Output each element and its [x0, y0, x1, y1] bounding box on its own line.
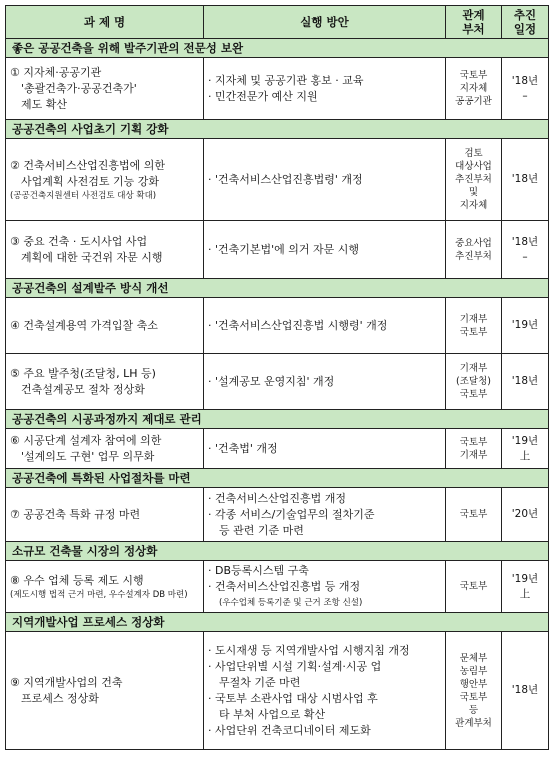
cell-text-line: 국토부: [459, 70, 488, 81]
section-title: 소규모 건축물 시장의 정상화: [6, 542, 549, 561]
cell-text-line: '19년: [511, 319, 539, 331]
table-header-row: [6, 6, 549, 39]
cell-text-line: · 건축서비스산업진흥법 등 개정: [208, 579, 361, 593]
cell-text-line: 공공기관: [455, 96, 492, 107]
table-row: [6, 429, 549, 469]
table-row: [6, 488, 549, 542]
cell-text-line: ⑦ 공공건축 특화 규정 마련: [10, 507, 141, 521]
dept-cell: [446, 488, 502, 542]
task-cell: [6, 298, 204, 354]
schedule-cell: [502, 561, 549, 613]
cell-text-line: 국토부: [459, 581, 488, 592]
cell-text-line: ⑨ 지역개발사업의 건축: [10, 675, 123, 689]
cell-text-line: 등 관련 기준 마련: [219, 523, 304, 537]
task-cell: [6, 354, 204, 410]
plan-cell: [204, 221, 446, 279]
cell-text-line: 국토부: [459, 326, 488, 338]
cell-text-line: '설계의도 구현' 업무 의무화: [21, 449, 155, 463]
plan-cell: [204, 139, 446, 221]
cell-text-line: '18년: [511, 684, 539, 696]
cell-text-line: · '건축서비스산업진흥법령' 개정: [208, 172, 363, 186]
section-title: 공공건축의 설계발주 방식 개선: [6, 279, 549, 298]
cell-text-line: 지자체: [459, 83, 488, 94]
cell-text-line: ③ 중요 건축 · 도시사업 사업: [10, 234, 148, 248]
cell-text-line: 관계부처: [455, 717, 492, 729]
task-cell: [6, 429, 204, 469]
section-title: 지역개발사업 프로세스 정상화: [6, 613, 549, 632]
plan-cell: [204, 429, 446, 469]
plan-cell: [204, 58, 446, 120]
plan-cell: [204, 488, 446, 542]
section-title: 공공건축의 시공과정까지 제대로 관리: [6, 410, 549, 429]
cell-text-line: · 건축서비스산업진흥법 개정: [208, 491, 347, 505]
section-header-row: [6, 469, 549, 488]
section-header-row: [6, 542, 549, 561]
cell-text-line: · '건축기본법'에 의거 자문 시행: [208, 242, 360, 256]
dept-cell: [446, 298, 502, 354]
cell-text-line: 대상사업: [455, 161, 492, 172]
cell-text-line: · '건축법' 개정: [208, 441, 278, 455]
plan-cell: [204, 298, 446, 354]
cell-text-line: 등: [468, 704, 479, 716]
cell-text-line: 프로세스 정상화: [21, 691, 99, 705]
cell-text-line: · 사업단위별 시설 기획·설계·시공 업: [208, 659, 382, 673]
cell-text-line: 검토: [464, 148, 483, 159]
dept-cell: [446, 632, 502, 750]
schedule-cell: [502, 488, 549, 542]
cell-text-line: 추진부처: [455, 250, 492, 262]
section-title: 공공건축에 특화된 사업절차를 마련: [6, 469, 549, 488]
cell-text-line: '18년: [511, 74, 539, 87]
section-title: 좋은 공공건축을 위해 발주기관의 전문성 보완: [6, 39, 549, 58]
section-header-row: [6, 39, 549, 58]
cell-text-line: 지자체: [459, 200, 488, 211]
task-cell: [6, 632, 204, 750]
cell-text-line: ② 건축서비스산업진흥법에 의한: [10, 158, 165, 172]
cell-text-line: '18년: [511, 375, 539, 387]
cell-text-line: 건축설계공모 절차 정상화: [21, 382, 145, 396]
cell-text-line: 제도 확산: [21, 97, 68, 111]
cell-text-line: · 도시재생 등 지역개발사업 시행지침 개정: [208, 643, 410, 657]
cell-text-line: 계획에 대한 국건위 자문 시행: [21, 250, 163, 264]
cell-text-line: 上: [519, 449, 531, 462]
task-cell: [6, 561, 204, 613]
cell-text-line: '20년: [511, 508, 539, 520]
cell-text-line: 부처: [462, 22, 485, 36]
cell-text-line: 기재부: [459, 449, 488, 461]
cell-text-line: ⑥ 시공단계 설계자 참여에 의한: [10, 433, 162, 447]
cell-text-line: 국토부: [459, 509, 488, 520]
cell-text-line: 및: [468, 187, 479, 198]
cell-text-line: 上: [519, 587, 531, 600]
header-dept: [446, 6, 502, 39]
cell-text-line: 중요사업: [455, 237, 492, 249]
dept-cell: [446, 139, 502, 221]
cell-text-line: · 국토부 소관사업 대상 시범사업 후: [208, 691, 378, 705]
cell-text-line: · 사업단위 건축코디네이터 제도화: [208, 723, 371, 737]
dept-cell: [446, 561, 502, 613]
cell-text-line: –: [522, 250, 528, 263]
section-header-row: [6, 410, 549, 429]
task-cell: [6, 139, 204, 221]
dept-cell: [446, 221, 502, 279]
cell-text-line: ⑧ 우수 업체 등록 제도 시행: [10, 573, 144, 587]
cell-text-line: 무절차 기준 마련: [219, 675, 301, 689]
cell-text-line: 일정: [513, 22, 537, 36]
table-row: [6, 632, 549, 750]
task-cell: [6, 58, 204, 120]
dept-cell: [446, 354, 502, 410]
cell-text-line: '19년: [511, 434, 539, 447]
cell-text-line: · 지자체 및 공공기관 홍보 · 교육: [208, 73, 364, 87]
cell-text-line: · DB등록시스템 구축: [208, 563, 309, 577]
schedule-cell: [502, 354, 549, 410]
cell-text-line: –: [522, 89, 528, 102]
task-cell: [6, 221, 204, 279]
cell-text-line: 타 부처 사업으로 확산: [219, 707, 326, 721]
plan-cell: [204, 561, 446, 613]
cell-text-line: · '건축서비스산업진흥법 시행령' 개정: [208, 318, 388, 332]
cell-text-line: ⑤ 주요 발주청(조달청, LH 등): [10, 366, 156, 380]
cell-text-line: 국토부: [459, 436, 488, 448]
plan-cell: [204, 632, 446, 750]
schedule-cell: [502, 58, 549, 120]
plan-cell: [204, 354, 446, 410]
cell-text-line: (조달청): [456, 376, 491, 387]
cell-text-line: ① 지자체·공공기관: [10, 65, 102, 79]
cell-text-line: 추진부처: [455, 174, 492, 185]
cell-text-line: · '설계공모 운영지침' 개정: [208, 374, 335, 388]
cell-text-line: · 민간전문가 예산 지원: [208, 89, 318, 103]
header-task: 과 제 명: [6, 6, 204, 39]
table-row: [6, 221, 549, 279]
schedule-cell: [502, 221, 549, 279]
dept-cell: [446, 429, 502, 469]
cell-text-line: 추진: [513, 8, 537, 22]
schedule-cell: [502, 429, 549, 469]
policy-task-table: [5, 5, 549, 750]
cell-text-line: 기재부: [459, 313, 488, 325]
schedule-cell: [502, 632, 549, 750]
cell-text-line: '총괄건축가·공공건축가': [21, 81, 137, 95]
dept-cell: [446, 58, 502, 120]
cell-text-line: '19년: [511, 572, 539, 585]
header-schedule: [502, 6, 549, 39]
cell-text-line: 행안부: [459, 678, 488, 690]
cell-text-line: 사업계획 사전검토 기능 강화: [21, 174, 160, 188]
cell-text-line: 국토부: [459, 691, 488, 703]
schedule-cell: [502, 139, 549, 221]
cell-text-line: 국토부: [459, 389, 488, 400]
table-row: [6, 354, 549, 410]
table-row: [6, 561, 549, 613]
cell-text-line: 기재부: [459, 363, 488, 374]
section-title: 공공건축의 사업초기 기획 강화: [6, 120, 549, 139]
section-header-row: [6, 613, 549, 632]
section-header-row: [6, 120, 549, 139]
cell-text-line: 관계: [462, 8, 485, 22]
task-cell: [6, 488, 204, 542]
cell-text-line: 농림부: [459, 665, 488, 677]
table-row: [6, 58, 549, 120]
cell-text-line: ④ 건축설계용역 가격입찰 축소: [10, 318, 158, 332]
table-row: [6, 139, 549, 221]
cell-text-line: (제도시행 법적 근거 마련, 우수설계자 DB 마련): [10, 589, 188, 600]
table-row: [6, 298, 549, 354]
cell-text-line: 문체부: [459, 652, 488, 664]
cell-text-line: (공공건축지원센터 사전검토 대상 확대): [10, 190, 157, 201]
section-header-row: [6, 279, 549, 298]
header-plan: 실행 방안: [204, 6, 446, 39]
cell-text-line: · 각종 서비스/기술업무의 절차기준: [208, 507, 375, 521]
cell-text-line: '18년: [511, 173, 539, 185]
cell-text-line: (우수업체 등록기준 및 근거 조항 신설): [219, 597, 363, 608]
schedule-cell: [502, 298, 549, 354]
cell-text-line: '18년: [511, 235, 539, 248]
